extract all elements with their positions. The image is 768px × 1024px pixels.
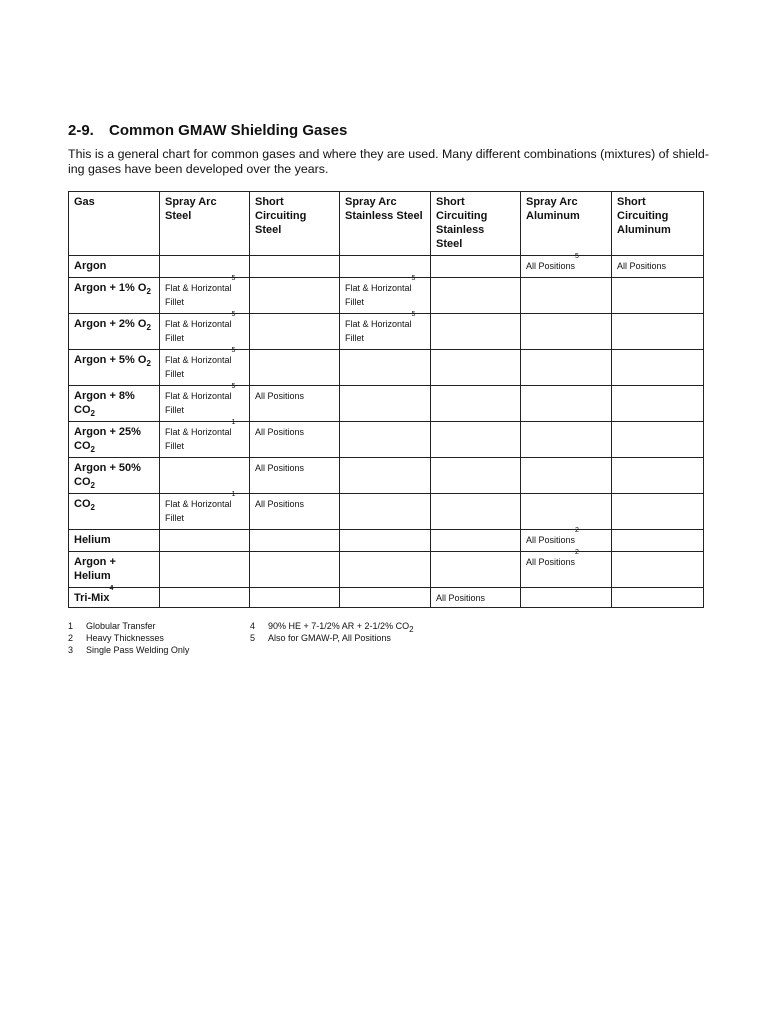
table-row bbox=[69, 314, 704, 350]
footnote-5: 5 Also for GMAW-P, All Positions bbox=[250, 633, 391, 643]
footnote-2: 2 Heavy Thicknesses bbox=[68, 633, 164, 643]
table-cell bbox=[160, 552, 250, 588]
table-cell: Flat & Horizontal$^5$ Fillet bbox=[340, 278, 431, 314]
section-number: 2-9. bbox=[68, 122, 94, 139]
table-cell bbox=[521, 458, 612, 494]
gas-cell: Argon + 8% $CO_2$ bbox=[69, 386, 160, 422]
table-cell bbox=[612, 494, 704, 530]
table-cell bbox=[340, 588, 431, 608]
table-row bbox=[69, 256, 704, 278]
table-cell bbox=[250, 588, 340, 608]
table-cell bbox=[250, 530, 340, 552]
table-cell bbox=[612, 552, 704, 588]
table-cell bbox=[521, 386, 612, 422]
gas-cell: Tri-Mix$^4$ bbox=[69, 588, 160, 608]
table-cell: All Positions bbox=[250, 458, 340, 494]
table-cell bbox=[612, 458, 704, 494]
table-cell: All Positions bbox=[431, 588, 521, 608]
table-cell bbox=[612, 278, 704, 314]
table-row bbox=[69, 350, 704, 386]
footnote-4: 4 90% HE + 7-1/2% AR + 2-1/2% $CO_2$ bbox=[250, 621, 414, 634]
table-cell bbox=[160, 530, 250, 552]
header-short-circuiting-steel: Short Circuiting Steel bbox=[250, 192, 340, 256]
table-cell: Flat & Horizontal$^1$ Fillet bbox=[160, 494, 250, 530]
gas-cell: Argon + 25% $CO_2$ bbox=[69, 422, 160, 458]
table-cell: All Positions$^2$ bbox=[521, 552, 612, 588]
table-row bbox=[69, 386, 704, 422]
table-cell bbox=[340, 422, 431, 458]
table-row bbox=[69, 494, 704, 530]
table-cell: All Positions$^2$ bbox=[521, 530, 612, 552]
table-cell bbox=[612, 530, 704, 552]
intro-line-2: ing gases have been developed over the years. bbox=[68, 162, 329, 176]
header-spray-arc-stainless: Spray Arc Stainless Steel bbox=[340, 192, 431, 256]
table-cell bbox=[160, 256, 250, 278]
table-cell bbox=[340, 350, 431, 386]
table-cell bbox=[521, 588, 612, 608]
table-cell: Flat & Horizontal$^5$ Fillet bbox=[340, 314, 431, 350]
table-row bbox=[69, 458, 704, 494]
table-cell bbox=[521, 422, 612, 458]
header-short-circuiting-stainless: Short Circuiting Stainless Steel bbox=[431, 192, 521, 256]
table-cell bbox=[431, 350, 521, 386]
table-cell bbox=[160, 588, 250, 608]
gas-cell: Argon + 1% $O_2$ bbox=[69, 278, 160, 314]
table-cell bbox=[612, 314, 704, 350]
table-cell: Flat & Horizontal$^5$ Fillet bbox=[160, 386, 250, 422]
section-title: Common GMAW Shielding Gases bbox=[109, 122, 348, 139]
table-row bbox=[69, 530, 704, 552]
table-cell bbox=[521, 494, 612, 530]
table-row bbox=[69, 552, 704, 588]
table-cell: All Positions bbox=[612, 256, 704, 278]
table-cell bbox=[431, 458, 521, 494]
table-cell bbox=[521, 314, 612, 350]
footnote-3: 3 Single Pass Welding Only bbox=[68, 645, 190, 655]
table-cell bbox=[431, 256, 521, 278]
table-cell: All Positions bbox=[250, 494, 340, 530]
gas-cell: $CO_2$ bbox=[69, 494, 160, 530]
section-heading bbox=[68, 122, 347, 139]
table-cell bbox=[250, 256, 340, 278]
header-spray-arc-aluminum: Spray Arc Aluminum bbox=[521, 192, 612, 256]
table-cell bbox=[340, 494, 431, 530]
table-cell: All Positions bbox=[250, 386, 340, 422]
table-cell bbox=[431, 422, 521, 458]
table-cell bbox=[431, 530, 521, 552]
table-cell bbox=[340, 458, 431, 494]
table-cell bbox=[431, 552, 521, 588]
table-header-row bbox=[69, 192, 704, 256]
table-cell: Flat & Horizontal$^5$ Fillet bbox=[160, 278, 250, 314]
intro-paragraph bbox=[68, 147, 708, 177]
table-row bbox=[69, 422, 704, 458]
footnote-1: 1 Globular Transfer bbox=[68, 621, 156, 631]
table-cell bbox=[431, 386, 521, 422]
gas-cell: Helium bbox=[69, 530, 160, 552]
table-cell bbox=[431, 314, 521, 350]
shielding-gas-table bbox=[68, 191, 704, 608]
table-cell bbox=[250, 314, 340, 350]
table-cell bbox=[431, 494, 521, 530]
table-cell: Flat & Horizontal$^5$ Fillet bbox=[160, 350, 250, 386]
table-cell bbox=[521, 350, 612, 386]
footnotes-right bbox=[250, 620, 414, 644]
table-cell: All Positions$^5$ bbox=[521, 256, 612, 278]
footnotes-left bbox=[68, 620, 189, 656]
table-cell bbox=[250, 350, 340, 386]
table-row bbox=[69, 278, 704, 314]
table-cell: Flat & Horizontal$^5$ Fillet bbox=[160, 314, 250, 350]
table-cell bbox=[250, 278, 340, 314]
table-row bbox=[69, 588, 704, 608]
table-cell: All Positions bbox=[250, 422, 340, 458]
table-cell bbox=[340, 530, 431, 552]
table-cell bbox=[250, 552, 340, 588]
table-cell bbox=[340, 552, 431, 588]
table-cell: Flat & Horizontal$^1$ Fillet bbox=[160, 422, 250, 458]
gas-cell: Argon + 2% $O_2$ bbox=[69, 314, 160, 350]
table-cell bbox=[340, 386, 431, 422]
table-cell bbox=[612, 588, 704, 608]
header-short-circuiting-aluminum: Short Circuiting Aluminum bbox=[612, 192, 704, 256]
table-cell bbox=[160, 458, 250, 494]
table-cell bbox=[521, 278, 612, 314]
gas-cell: Argon + 50% $CO_2$ bbox=[69, 458, 160, 494]
table-cell bbox=[340, 256, 431, 278]
table-cell bbox=[431, 278, 521, 314]
intro-line-1: This is a general chart for common gases and where they are used. Many different combinations (mixtures) of shield- bbox=[68, 147, 709, 161]
gas-cell: Argon bbox=[69, 256, 160, 278]
table-cell bbox=[612, 350, 704, 386]
gas-cell: Argon + 5% $O_2$ bbox=[69, 350, 160, 386]
header-spray-arc-steel: Spray Arc Steel bbox=[160, 192, 250, 256]
header-gas: Gas bbox=[69, 192, 160, 256]
table-cell bbox=[612, 386, 704, 422]
table-cell bbox=[612, 422, 704, 458]
gas-cell: Argon + Helium bbox=[69, 552, 160, 588]
